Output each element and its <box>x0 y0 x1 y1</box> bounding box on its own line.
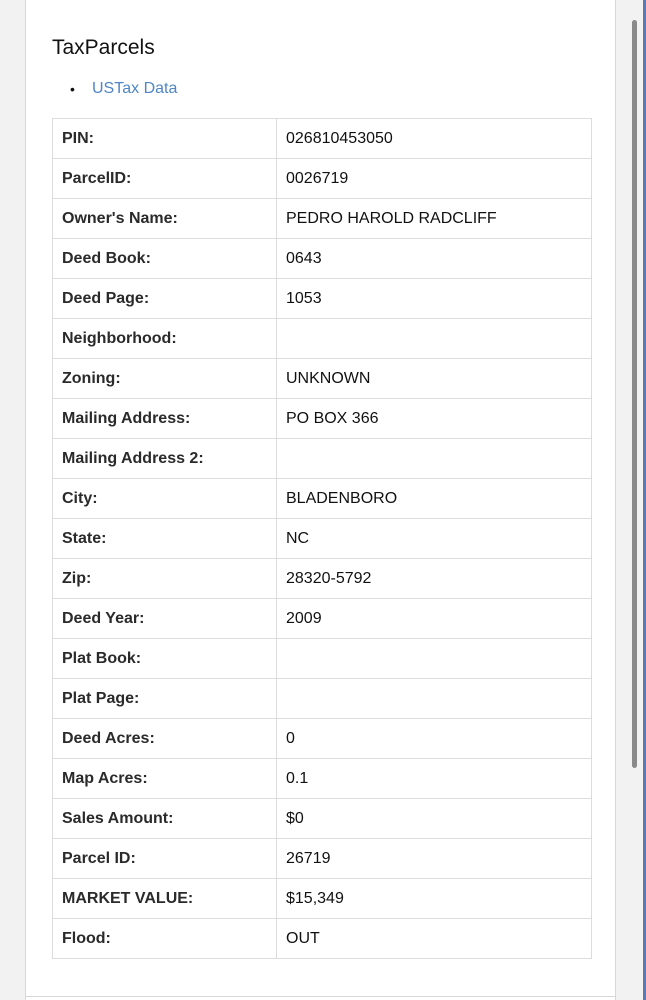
attribute-key: Mailing Address 2: <box>53 439 277 479</box>
attribute-key: Map Acres: <box>53 759 277 799</box>
attribute-key: Owner's Name: <box>53 199 277 239</box>
attribute-key: Zip: <box>53 559 277 599</box>
attribute-key: ParcelID: <box>53 159 277 199</box>
attribute-value: PO BOX 366 <box>277 399 592 439</box>
attribute-value: $0 <box>277 799 592 839</box>
attribute-value <box>277 319 592 359</box>
table-row <box>53 879 592 919</box>
attribute-value: NC <box>277 519 592 559</box>
link-list <box>70 78 178 100</box>
attribute-value: BLADENBORO <box>277 479 592 519</box>
table-row <box>53 319 592 359</box>
attributes-table-body <box>53 119 592 959</box>
bullet-icon: • <box>70 81 75 97</box>
attribute-key: Neighborhood: <box>53 319 277 359</box>
attribute-key: PIN: <box>53 119 277 159</box>
attribute-value: 0 <box>277 719 592 759</box>
attribute-value: 28320-5792 <box>277 559 592 599</box>
table-row <box>53 399 592 439</box>
attribute-key: MARKET VALUE: <box>53 879 277 919</box>
table-row <box>53 239 592 279</box>
table-row <box>53 759 592 799</box>
attribute-value: 26719 <box>277 839 592 879</box>
attribute-value: 1053 <box>277 279 592 319</box>
tax-parcels-panel <box>25 0 616 1000</box>
attribute-key: Mailing Address: <box>53 399 277 439</box>
panel-title: TaxParcels <box>52 36 155 59</box>
attribute-key: Zoning: <box>53 359 277 399</box>
link-list-item <box>70 78 178 100</box>
table-row <box>53 559 592 599</box>
attribute-key: Parcel ID: <box>53 839 277 879</box>
table-row <box>53 599 592 639</box>
scrollbar-thumb[interactable] <box>632 20 637 768</box>
table-row <box>53 679 592 719</box>
attribute-value <box>277 439 592 479</box>
attribute-key: Deed Book: <box>53 239 277 279</box>
attribute-value <box>277 639 592 679</box>
table-row <box>53 359 592 399</box>
attribute-key: Deed Year: <box>53 599 277 639</box>
table-row <box>53 199 592 239</box>
table-row <box>53 279 592 319</box>
attribute-key: Flood: <box>53 919 277 959</box>
attribute-value: 0.1 <box>277 759 592 799</box>
table-row <box>53 719 592 759</box>
table-row <box>53 639 592 679</box>
table-row <box>53 919 592 959</box>
table-row <box>53 439 592 479</box>
table-row <box>53 839 592 879</box>
panel-bottom-border <box>26 996 615 997</box>
ustax-data-link[interactable]: USTax Data <box>92 80 178 97</box>
attribute-value <box>277 679 592 719</box>
attribute-key: City: <box>53 479 277 519</box>
attribute-key: Deed Page: <box>53 279 277 319</box>
attribute-value: 2009 <box>277 599 592 639</box>
attribute-value: 026810453050 <box>277 119 592 159</box>
attribute-key: Deed Acres: <box>53 719 277 759</box>
table-row <box>53 519 592 559</box>
table-row <box>53 479 592 519</box>
attribute-value: $15,349 <box>277 879 592 919</box>
table-row <box>53 799 592 839</box>
attribute-key: Plat Book: <box>53 639 277 679</box>
attribute-key: Sales Amount: <box>53 799 277 839</box>
attribute-value: PEDRO HAROLD RADCLIFF <box>277 199 592 239</box>
attribute-value: 0026719 <box>277 159 592 199</box>
table-row <box>53 159 592 199</box>
attribute-value: UNKNOWN <box>277 359 592 399</box>
attribute-value: OUT <box>277 919 592 959</box>
table-row <box>53 119 592 159</box>
attributes-table <box>52 118 592 959</box>
attribute-key: Plat Page: <box>53 679 277 719</box>
attribute-key: State: <box>53 519 277 559</box>
attribute-value: 0643 <box>277 239 592 279</box>
